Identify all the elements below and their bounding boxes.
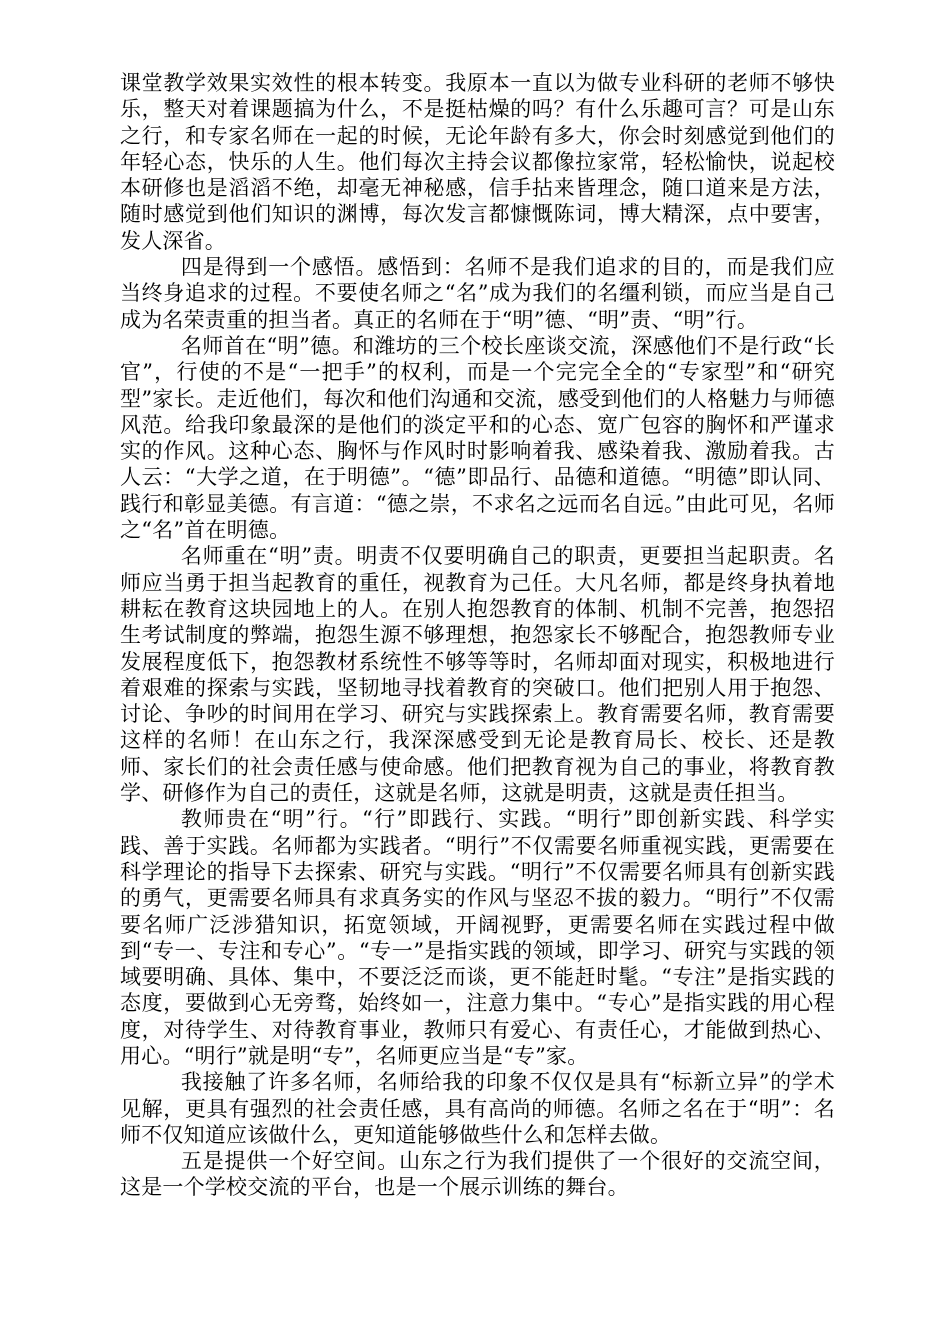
paragraph-ming-de: 名师首在“明”德。和潍坊的三个校长座谈交流，深感他们不是行政“长官”，行使的不是“一把手”的权利，而是一个完完全全的“专家型”和“研究型”家长。走近他们，每次和他们沟通和交流，感受到他们的人格魅力与师德风范。给我印象最深的是他们的淡定平和的心态、宽广包容的胸怀和严谨求实的作风。这种心态、胸怀与作风时时影响着我、感染着我、激励着我。古人云：“大学之道，在于明德”。“德”即品行、品德和道德。“明德”即认同、践行和彰显美德。有言道：“德之崇，不求名之远而名自远。”由此可见，名师之“名”首在明德。 (120, 333, 835, 543)
paragraph-ming-ze: 名师重在“明”责。明责不仅要明确自己的职责，更要担当起职责。名师应当勇于担当起教育的重任，视教育为己任。大凡名师，都是终身执着地耕耘在教育这块园地上的人。在别人抱怨教育的体制、机制不完善，抱怨招生考试制度的弊端，抱怨生源不够理想，抱怨家长不够配合，抱怨教师专业发展程度低下，抱怨教材系统性不够等等时，名师却面对现实，积极地进行着艰难的探索与实践，坚韧地寻找着教育的突破口。他们把别人用于抱怨、讨论、争吵的时间用在学习、研究与实践探索上。教育需要名师，教育需要这样的名师！在山东之行，我深深感受到无论是教育局长、校长、还是教师、家长们的社会责任感与使命感。他们把教育视为自己的事业，将教育教学、研修作为自己的责任，这就是名师，这就是明责，这就是责任担当。 (120, 544, 835, 806)
paragraph-fourth-point: 四是得到一个感悟。感悟到：名师不是我们追求的目的，而是我们应当终身追求的过程。不要使名师之“名”成为我们的名缰利锁，而应当是自己成为名荣责重的担当者。真正的名师在于“明”德、“明”责、“明”行。 (120, 255, 835, 332)
paragraph-ming-xing: 教师贵在“明”行。“行”即践行、实践。“明行”即创新实践、科学实践、善于实践。名师都为实践者。“明行”不仅需要名师重视实践，更需要在科学理论的指导下去探索、研究与实践。“明行”不仅需要名师具有创新实践的勇气，更需要名师具有求真务实的作风与坚忍不拔的毅力。“明行”不仅需要名师广泛涉猎知识，拓宽领域，开阔视野，更需要名师在实践过程中做到“专一、专注和专心”。“专一”是指实践的领域，即学习、研究与实践的领域要明确、具体、集中，不要泛泛而谈，更不能赶时髦。“专注”是指实践的态度，要做到心无旁骛，始终如一，注意力集中。“专心”是指实践的用心程度，对待学生、对待教育事业，教师只有爱心、有责任心，才能做到热心、用心。“明行”就是明“专”，名师更应当是“专”家。 (120, 807, 835, 1068)
paragraph-fifth-point: 五是提供一个好空间。山东之行为我们提供了一个很好的交流空间，这是一个学校交流的平台，也是一个展示训练的舞台。 (120, 1149, 835, 1200)
paragraph-impression: 我接触了许多名师，名师给我的印象不仅仅是具有“标新立异”的学术见解，更具有强烈的社会责任感，具有高尚的师德。名师之名在于“明”：名师不仅知道应该做什么，更知道能够做些什么和怎样去做。 (120, 1070, 835, 1147)
paragraph-continuation: 课堂教学效果实效性的根本转变。我原本一直以为做专业科研的老师不够快乐，整天对着课题搞为什么，不是挺枯燥的吗？有什么乐趣可言？可是山东之行，和专家名师在一起的时候，无论年龄有多大，你会时刻感觉到他们的年轻心态，快乐的人生。他们每次主持会议都像拉家常，轻松愉快，说起校本研修也是滔滔不绝，却毫无神秘感，信手拈来皆理念，随口道来是方法，随时感觉到他们知识的渊博，每次发言都慷慨陈词，博大精深，点中要害，发人深省。 (120, 71, 835, 253)
document-page (120, 70, 835, 1201)
